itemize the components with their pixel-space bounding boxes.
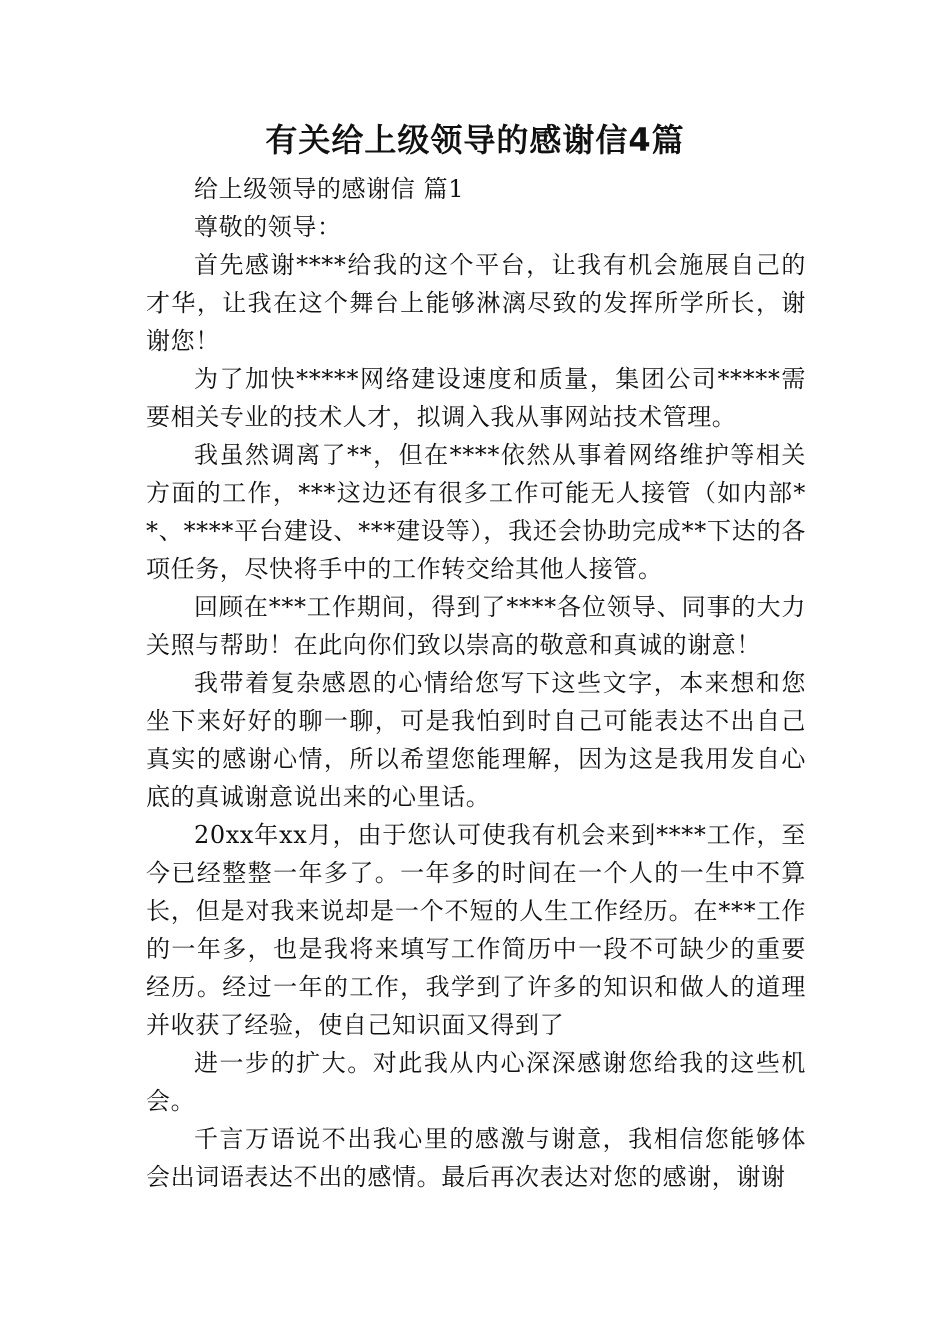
body-paragraph: 千言万语说不出我心里的感激与谢意，我相信您能够体会出词语表达不出的感情。最后再次表达对您的感谢，谢谢: [146, 1125, 806, 1191]
body-paragraph: 进一步的扩大。对此我从内心深深感谢您给我的这些机会。: [146, 1049, 806, 1115]
body-paragraph: 首先感谢****给我的这个平台，让我有机会施展自己的才华，让我在这个舞台上能够淋漓尽致的发挥所学所长，谢谢您！: [146, 251, 806, 355]
salutation-paragraph: 尊敬的领导：: [194, 213, 342, 241]
body-paragraph: 我虽然调离了**，但在****依然从事着网络维护等相关方面的工作，***这边还有很多工作可能无人接管（如内部**、****平台建设、***建设等），我还会协助完成**下达的各项任务，尽快将手中的工作转交给其他人接管。: [146, 441, 806, 583]
document-title: 有关给上级领导的感谢信4篇: [265, 121, 685, 159]
document-body: [146, 170, 806, 1196]
body-paragraph: 我带着复杂感恩的心情给您写下这些文字，本来想和您坐下来好好的聊一聊，可是我怕到时自己可能表达不出自己真实的感谢心情，所以希望您能理解，因为这是我用发自心底的真诚谢意说出来的心里话。: [146, 669, 806, 811]
body-paragraph: 为了加快*****网络建设速度和质量，集团公司*****需要相关专业的技术人才，拟调入我从事网站技术管理。: [146, 365, 806, 431]
body-paragraph: 20xx年xx月，由于您认可使我有机会来到****工作，至今已经整整一年多了。一年多的时间在一个人的一生中不算长，但是对我来说却是一个不短的人生工作经历。在***工作的一年多，也是我将来填写工作简历中一段不可缺少的重要经历。经过一年的工作，我学到了许多的知识和做人的道理并收获了经验，使自己知识面又得到了: [146, 821, 806, 1039]
body-paragraph: 回顾在***工作期间，得到了****各位领导、同事的大力关照与帮助！在此向你们致以崇高的敬意和真诚的谢意！: [146, 593, 806, 659]
subtitle-paragraph: 给上级领导的感谢信 篇1: [194, 175, 465, 203]
